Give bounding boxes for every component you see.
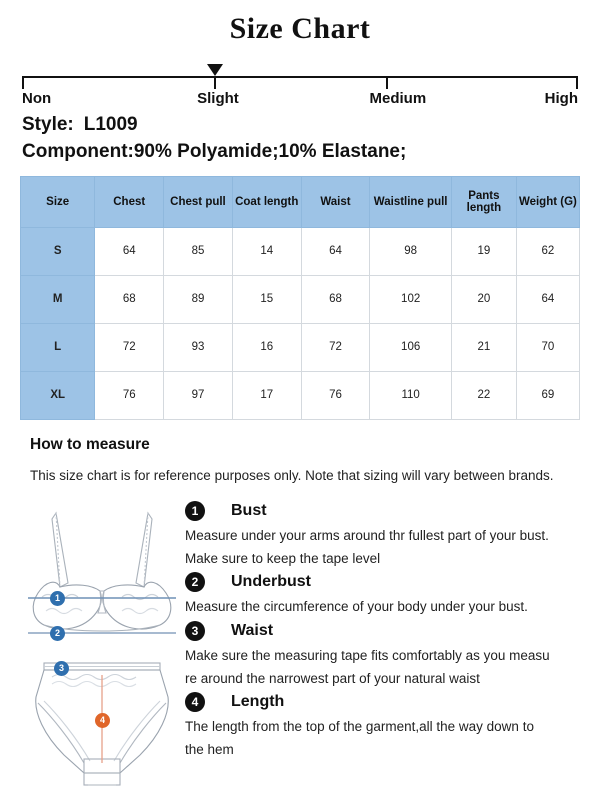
instruction-waist-title: Waist xyxy=(231,621,274,639)
bra-illustration xyxy=(22,501,182,649)
instruction-length-line-2: the hem xyxy=(185,742,234,758)
size-table-container xyxy=(20,176,580,420)
column-header-chest-pull: Chest pull xyxy=(164,176,233,227)
column-header-pants-length: Pants length xyxy=(451,176,516,227)
how-to-measure-heading: How to measure xyxy=(30,435,150,453)
instruction-underbust-line-1: Measure the circumference of your body under your bust. xyxy=(185,599,528,615)
instructions-column xyxy=(185,501,600,799)
cell-size: XL xyxy=(21,371,95,419)
bra-marker-1: 1 xyxy=(50,591,65,606)
triangle-down-icon xyxy=(207,64,223,76)
instruction-bust-line-2: Make sure to keep the tape level xyxy=(185,551,381,567)
cell-waistline-pull: 106 xyxy=(370,323,452,371)
cell-chest: 68 xyxy=(95,275,164,323)
instruction-waist-head xyxy=(185,621,582,641)
instruction-waist-line-1: Make sure the measuring tape fits comfortably as you measu xyxy=(185,647,550,663)
column-header-weight: Weight (G) xyxy=(516,176,579,227)
instruction-length-title: Length xyxy=(231,693,285,711)
cell-chest-pull: 89 xyxy=(164,275,233,323)
cell-waistline-pull: 98 xyxy=(370,227,452,275)
instruction-length-line-1: The length from the top of the garment,all the way down to xyxy=(185,719,534,735)
stretch-scale xyxy=(22,60,578,108)
cell-chest-pull: 85 xyxy=(164,227,233,275)
scale-label-high: High xyxy=(544,90,578,107)
scale-baseline xyxy=(22,76,578,78)
cell-coat-length: 17 xyxy=(232,371,301,419)
table-header-row xyxy=(21,176,580,227)
cell-coat-length: 15 xyxy=(232,275,301,323)
number-badge-2: 2 xyxy=(185,572,205,592)
cell-waist: 68 xyxy=(301,275,370,323)
cell-waist: 72 xyxy=(301,323,370,371)
bra-marker-2: 2 xyxy=(50,626,65,641)
scale-tick-medium xyxy=(386,76,388,89)
cell-chest: 64 xyxy=(95,227,164,275)
cell-weight: 64 xyxy=(516,275,579,323)
table-row xyxy=(21,275,580,323)
style-value: L1009 xyxy=(83,114,138,135)
scale-label-slight: Slight xyxy=(197,90,239,107)
scale-label-non: Non xyxy=(22,90,52,107)
number-badge-1: 1 xyxy=(185,501,205,521)
instruction-bust-line-1: Measure under your arms around thr fullest part of your bust. xyxy=(185,527,549,543)
cell-chest: 72 xyxy=(95,323,164,371)
cell-waistline-pull: 110 xyxy=(370,371,452,419)
number-badge-4: 4 xyxy=(185,692,205,712)
cell-chest-pull: 93 xyxy=(164,323,233,371)
scale-tick-non xyxy=(22,76,24,89)
panty-marker-3: 3 xyxy=(54,661,69,676)
instruction-waist-line-2: re around the narrowest part of your natural waist xyxy=(185,670,480,686)
product-meta xyxy=(22,112,578,166)
cell-weight: 70 xyxy=(516,323,579,371)
cell-coat-length: 14 xyxy=(232,227,301,275)
how-to-measure-note: This size chart is for reference purposes only. Note that sizing will vary between brands. xyxy=(30,467,554,483)
instruction-length-head xyxy=(185,692,582,712)
cell-waist: 76 xyxy=(301,371,370,419)
instruction-bust xyxy=(185,501,582,570)
page-title: Size Chart xyxy=(229,12,371,45)
cell-pants-length: 21 xyxy=(451,323,516,371)
panty-illustration xyxy=(22,651,182,799)
cell-pants-length: 22 xyxy=(451,371,516,419)
column-header-coat-length: Coat length xyxy=(232,176,301,227)
instruction-underbust-head xyxy=(185,572,582,592)
cell-size: S xyxy=(21,227,95,275)
number-badge-3: 3 xyxy=(185,621,205,641)
cell-weight: 62 xyxy=(516,227,579,275)
panty-marker-4: 4 xyxy=(95,713,110,728)
scale-label-medium: Medium xyxy=(369,90,427,107)
instruction-length xyxy=(185,692,582,761)
column-header-chest: Chest xyxy=(95,176,164,227)
cell-pants-length: 19 xyxy=(451,227,516,275)
cell-coat-length: 16 xyxy=(232,323,301,371)
table-row xyxy=(21,323,580,371)
instruction-waist xyxy=(185,621,582,690)
cell-pants-length: 20 xyxy=(451,275,516,323)
table-row xyxy=(21,371,580,419)
scale-tick-slight xyxy=(214,76,216,89)
cell-size: M xyxy=(21,275,95,323)
instruction-underbust-title: Underbust xyxy=(231,573,311,591)
bra-illustration-svg xyxy=(22,501,182,649)
column-header-size: Size xyxy=(21,176,95,227)
cell-weight: 69 xyxy=(516,371,579,419)
cell-size: L xyxy=(21,323,95,371)
instruction-bust-title: Bust xyxy=(231,501,267,519)
cell-waistline-pull: 102 xyxy=(370,275,452,323)
style-line xyxy=(22,112,578,139)
table-row xyxy=(21,227,580,275)
style-label: Style: xyxy=(22,114,74,135)
instruction-underbust xyxy=(185,572,582,618)
scale-tick-high xyxy=(576,76,578,89)
measure-section xyxy=(0,501,600,799)
column-header-waist: Waist xyxy=(301,176,370,227)
cell-waist: 64 xyxy=(301,227,370,275)
cell-chest-pull: 97 xyxy=(164,371,233,419)
component-line: Component:90% Polyamide;10% Elastane; xyxy=(22,140,407,162)
cell-chest: 76 xyxy=(95,371,164,419)
figures-column xyxy=(0,501,185,799)
size-table xyxy=(20,176,580,420)
column-header-waistline-pull: Waistline pull xyxy=(370,176,452,227)
instruction-bust-head xyxy=(185,501,582,521)
